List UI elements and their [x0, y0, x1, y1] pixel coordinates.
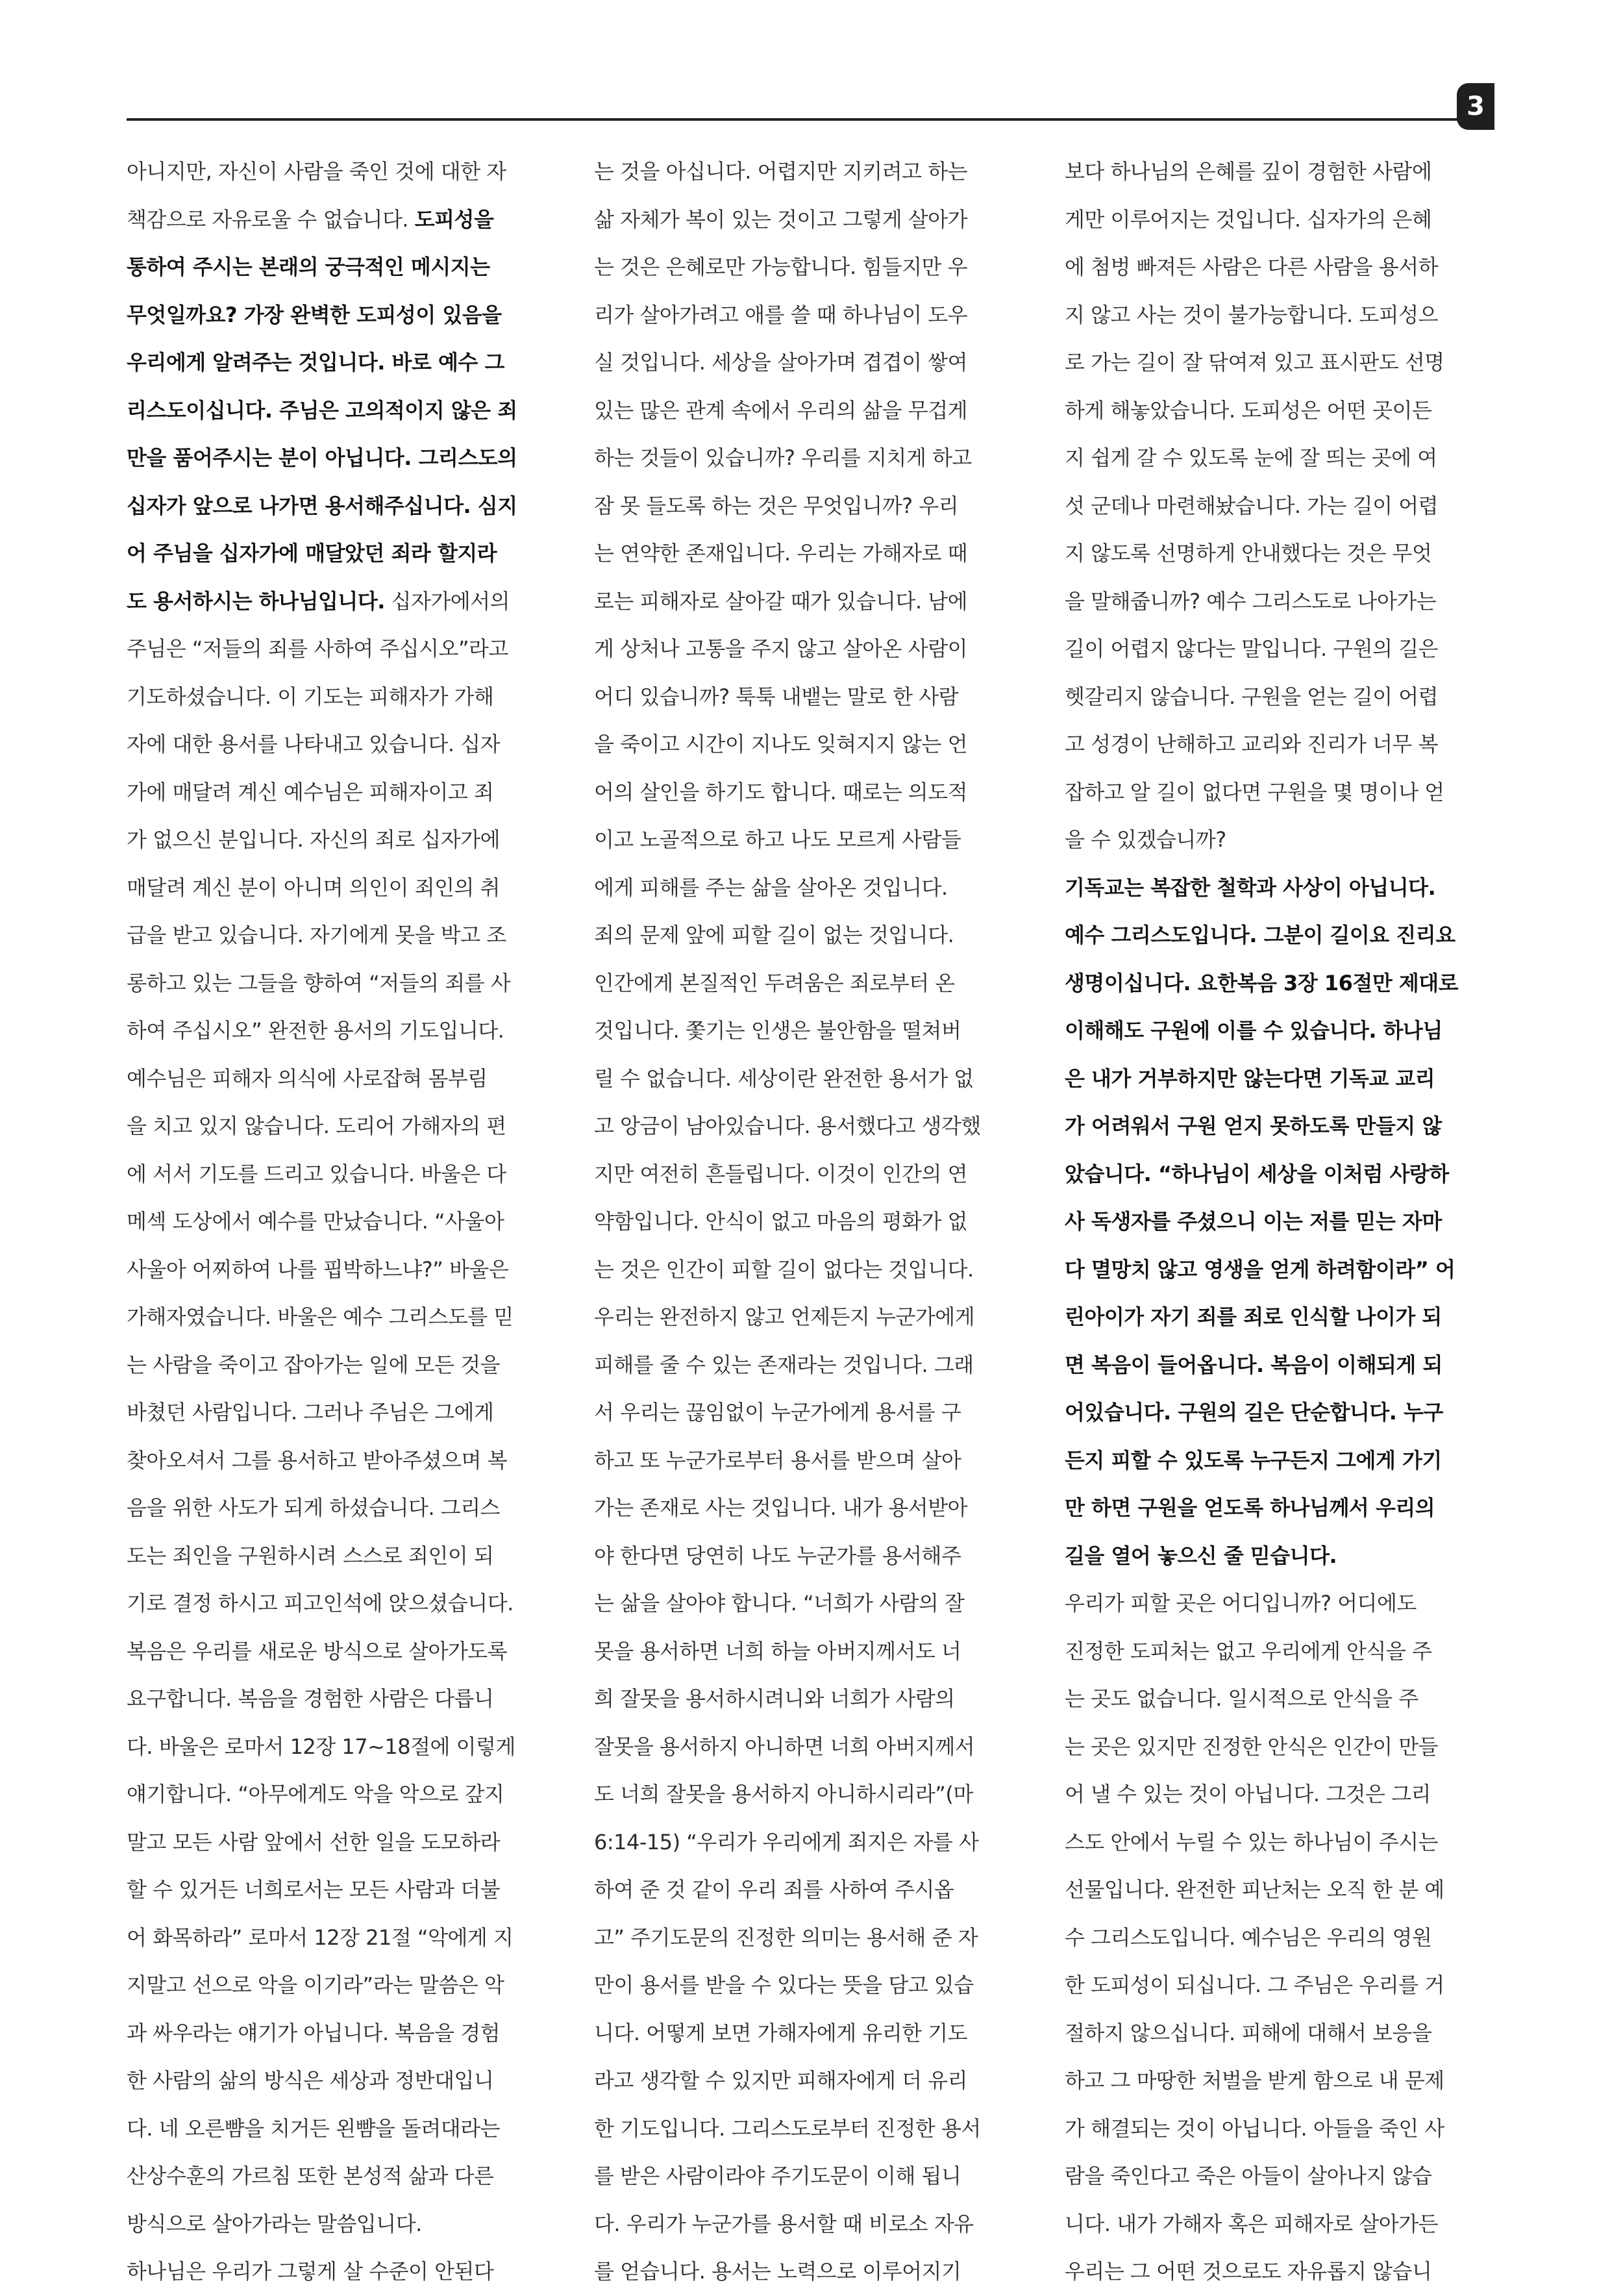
text-line: [127, 1151, 562, 1199]
text-line-content: 바쳤던 사람입니다. 그러나 주님은 그에게: [127, 1400, 494, 1425]
text-line: [594, 1771, 1029, 1819]
text-line: [1065, 1914, 1500, 1962]
text-line-content: 십자가 앞으로 나가면 용서해주십니다. 심지: [127, 493, 517, 518]
text-line-content: 우리에게 알려주는 것입니다. 바로 예수 그: [127, 350, 504, 375]
text-line: [1065, 2105, 1500, 2153]
text-line: [594, 1007, 1029, 1055]
text-line: [1065, 1723, 1500, 1771]
text-line-bold-tail: 도피성을: [414, 206, 494, 232]
text-line: [594, 292, 1029, 340]
text-line: [127, 1771, 562, 1819]
text-line-content: 우리가 피할 곳은 어디입니까? 어디에도: [1065, 1591, 1417, 1616]
text-line-content: 하게 해놓았습니다. 도피성은 어떤 곳이든: [1065, 397, 1432, 423]
text-line-content: 약함입니다. 안식이 없고 마음의 평화가 없: [594, 1209, 968, 1234]
text-line: [594, 196, 1029, 244]
text-line-content: 찾아오셔서 그를 용서하고 받아주셨으며 복: [127, 1447, 508, 1473]
text-line-content: 선물입니다. 완전한 피난처는 오직 한 분 예: [1065, 1877, 1444, 1902]
text-line: [127, 1103, 562, 1151]
text-line: [127, 625, 562, 673]
text-line: [594, 530, 1029, 578]
text-line: [127, 530, 562, 578]
text-line: [1065, 1771, 1500, 1819]
text-line-content: 과 싸우라는 얘기가 아닙니다. 복음을 경험: [127, 2020, 501, 2045]
text-line: [127, 1484, 562, 1532]
text-line: [594, 912, 1029, 960]
text-line: [1065, 1103, 1500, 1151]
text-line: [127, 387, 562, 435]
text-line-content: 한 사람의 삶의 방식은 세상과 정반대입니: [127, 2068, 494, 2093]
text-line: [1065, 2152, 1500, 2201]
text-line: [594, 1246, 1029, 1294]
text-line: [594, 434, 1029, 482]
text-line: [127, 1532, 562, 1580]
text-line-content: 람을 죽인다고 죽은 아들이 살아나지 않습: [1065, 2164, 1432, 2188]
text-line: [594, 721, 1029, 769]
text-line-content: 로 가는 길이 잘 닦여져 있고 표시판도 선명: [1065, 350, 1444, 375]
text-line: [594, 2105, 1029, 2153]
text-line-content: 생명이십니다. 요한복음 3장 16절만 제대로: [1065, 970, 1459, 995]
text-line: [594, 1198, 1029, 1246]
text-line-content: 니다. 어떻게 보면 가해자에게 유리한 기도: [594, 2020, 968, 2045]
text-line-content: 잠 못 들도록 하는 것은 무엇입니까? 우리: [594, 493, 959, 518]
text-line-content: 있는 많은 관계 속에서 우리의 삶을 무겁게: [594, 397, 968, 423]
text-line-content: 이고 노골적으로 하고 나도 모르게 사람들: [594, 827, 961, 852]
text-line: [127, 434, 562, 482]
text-line-content: 린아이가 자기 죄를 죄로 인식할 나이가 되: [1065, 1304, 1442, 1329]
text-line: [127, 1007, 562, 1055]
text-line-content: 한 기도입니다. 그리스도로부터 진정한 용서: [594, 2115, 981, 2141]
text-line: [1065, 816, 1500, 864]
text-line-content: 니다. 내가 가해자 혹은 피해자로 살아가든: [1065, 2211, 1439, 2236]
text-line-content: 방식으로 살아가라는 말씀입니다.: [127, 2211, 422, 2236]
text-line-content: 절하지 않으십니다. 피해에 대해서 보응을: [1065, 2020, 1432, 2045]
text-line: [1065, 1484, 1500, 1532]
text-line-content: 고 앙금이 남아있습니다. 용서했다고 생각했: [594, 1114, 981, 1138]
text-line: [1065, 1532, 1500, 1580]
text-line: [1065, 721, 1500, 769]
text-line: [594, 2057, 1029, 2105]
text-line-content: 을 죽이고 시간이 지나도 잊혀지지 않는 언: [594, 732, 968, 756]
text-line: [594, 1341, 1029, 1390]
text-line: [1065, 2201, 1500, 2249]
text-line-content: 았습니다. “하나님이 세상을 이처럼 사랑하: [1065, 1161, 1449, 1186]
text-line-content: 는 곳도 없습니다. 일시적으로 안식을 주: [1065, 1686, 1418, 1711]
text-line-content: 리스도이십니다. 주님은 고의적이지 않은 죄: [127, 397, 517, 423]
text-line-content: 로는 피해자로 살아갈 때가 있습니다. 남에: [594, 588, 968, 614]
text-line: [127, 1723, 562, 1771]
text-line-content: 자에 대한 용서를 나타내고 있습니다. 십자: [127, 732, 501, 756]
text-line-content: 지말고 선으로 악을 이기라”라는 말씀은 악: [127, 1973, 504, 1997]
text-line-content: 기로 결정 하시고 피고인석에 앉으셨습니다.: [127, 1591, 514, 1616]
text-line: [594, 1055, 1029, 1103]
text-line-content: 책감으로 자유로울 수 없습니다.: [127, 206, 415, 232]
text-line: [1065, 196, 1500, 244]
text-line: [594, 1723, 1029, 1771]
text-line: [1065, 1675, 1500, 1723]
text-line: [1065, 387, 1500, 435]
text-line: [594, 1628, 1029, 1676]
text-line: [594, 2152, 1029, 2201]
text-line-content: 길이 어렵지 않다는 말입니다. 구원의 길은: [1065, 636, 1439, 661]
text-line: [594, 1437, 1029, 1485]
text-line: [127, 673, 562, 721]
text-line: [1065, 2248, 1500, 2296]
text-line-content: 지 않고 사는 것이 불가능합니다. 도피성으: [1065, 302, 1439, 327]
text-line: [1065, 1198, 1500, 1246]
text-line: [1065, 864, 1500, 912]
text-line: [1065, 1246, 1500, 1294]
text-line: [594, 482, 1029, 530]
text-line-content: 하는 것들이 있습니까? 우리를 지치게 하고: [594, 445, 972, 470]
text-line: [594, 673, 1029, 721]
text-line-content: 다. 네 오른뺨을 치거든 왼뺨을 돌려대라는: [127, 2115, 501, 2141]
text-line-content: 삶 자체가 복이 있는 것이고 그렇게 살아가: [594, 206, 968, 232]
text-line-content: 면 복음이 들어옵니다. 복음이 이해되게 되: [1065, 1352, 1443, 1377]
text-line: [127, 2057, 562, 2105]
text-line-content: 스도 안에서 누릴 수 있는 하나님이 주시는: [1065, 1829, 1439, 1854]
text-line-content: 는 연약한 존재입니다. 우리는 가해자로 때: [594, 541, 968, 566]
text-line-content: 도 너희 잘못을 용서하지 아니하시리라”(마: [594, 1782, 973, 1806]
text-line: [127, 1341, 562, 1390]
text-line-content: 라고 생각할 수 있지만 피해자에게 더 유리: [594, 2068, 968, 2093]
text-line: [594, 1293, 1029, 1341]
text-line: [127, 1962, 562, 2010]
text-line-content: 것입니다. 쫓기는 인생은 불안함을 떨쳐버: [594, 1018, 961, 1043]
text-line-content: 다. 우리가 누군가를 용서할 때 비로소 자유: [594, 2211, 974, 2236]
text-line-content: 이해해도 구원에 이를 수 있습니다. 하나님: [1065, 1018, 1443, 1043]
text-line-content: 서 우리는 끊임없이 누군가에게 용서를 구: [594, 1400, 961, 1425]
text-line: [1065, 1819, 1500, 1867]
page-number: 3: [1457, 83, 1494, 130]
text-column-1: [127, 148, 562, 2296]
text-line-content: 든지 피할 수 있도록 누구든지 그에게 가기: [1065, 1447, 1442, 1473]
text-line-content: 는 것은 은혜로만 가능합니다. 힘들지만 우: [594, 255, 968, 279]
text-line-content: 말고 모든 사람 앞에서 선한 일을 도모하라: [127, 1829, 501, 1854]
text-line: [594, 960, 1029, 1008]
text-line: [594, 578, 1029, 626]
text-line-content: 은 내가 거부하지만 않는다면 기독교 교리: [1065, 1066, 1435, 1091]
text-line-content: 리가 살아가려고 애를 쓸 때 하나님이 도우: [594, 302, 968, 327]
text-line: [127, 721, 562, 769]
text-line-content: 실 것입니다. 세상을 살아가며 겹겹이 쌓여: [594, 350, 968, 375]
text-line-content: 는 사람을 죽이고 잡아가는 일에 모든 것을: [127, 1352, 501, 1377]
text-line-content: 하고 그 마땅한 처벌을 받게 함으로 내 문제: [1065, 2068, 1444, 2093]
text-line-content: 를 받은 사람이라야 주기도문이 이해 됩니: [594, 2164, 961, 2188]
text-line: [1065, 434, 1500, 482]
text-line-content: 는 것은 인간이 피할 길이 없다는 것입니다.: [594, 1256, 974, 1282]
text-line-content: 예수 그리스도입니다. 그분이 길이요 진리요: [1065, 923, 1455, 947]
text-line: [127, 243, 562, 292]
header-rule: [127, 118, 1459, 121]
text-line: [1065, 292, 1500, 340]
text-line: [127, 1819, 562, 1867]
text-line: [594, 1962, 1029, 2010]
text-line-content: 만이 용서를 받을 수 있다는 뜻을 담고 있습: [594, 1973, 974, 1997]
text-line-content: 얘기합니다. “아무에게도 악을 악으로 갚지: [127, 1782, 504, 1806]
text-line-content: 가 없으신 분입니다. 자신의 죄로 십자가에: [127, 827, 501, 852]
text-line: [127, 1246, 562, 1294]
text-line: [1065, 769, 1500, 817]
text-line-content: 하고 또 누군가로부터 용서를 받으며 살아: [594, 1447, 961, 1473]
text-line: [594, 1580, 1029, 1628]
text-line-content: 만을 품어주시는 분이 아닙니다. 그리스도의: [127, 445, 517, 470]
text-line-content: 길을 열어 놓으신 줄 믿습니다.: [1065, 1543, 1337, 1568]
text-line: [1065, 625, 1500, 673]
text-line-content: 요구합니다. 복음을 경험한 사람은 다릅니: [127, 1686, 494, 1711]
text-line: [1065, 339, 1500, 387]
text-line-content: 못을 용서하면 너희 하늘 아버지께서도 너: [594, 1638, 961, 1664]
text-line-content: 게만 이루어지는 것입니다. 십자가의 은혜: [1065, 206, 1432, 232]
text-line: [127, 912, 562, 960]
text-line-content: 지 않도록 선명하게 안내했다는 것은 무엇: [1065, 541, 1432, 566]
text-line-content: 가에 매달려 계신 예수님은 피해자이고 죄: [127, 779, 494, 805]
text-line-content: 기도하셨습니다. 이 기도는 피해자가 가해: [127, 684, 494, 709]
text-line-content: 죄의 문제 앞에 피할 길이 없는 것입니다.: [594, 923, 954, 947]
text-line-content: 지 쉽게 갈 수 있도록 눈에 잘 띄는 곳에 여: [1065, 445, 1437, 470]
text-line: [127, 1198, 562, 1246]
text-line-content: 도 용서하시는 하나님입니다.: [127, 588, 385, 614]
text-line: [594, 1819, 1029, 1867]
text-line: [127, 1055, 562, 1103]
text-line-content: 헷갈리지 않습니다. 구원을 얻는 길이 어렵: [1065, 684, 1439, 709]
text-line: [127, 1293, 562, 1341]
text-line-content: 야 한다면 당연히 나도 누군가를 용서해주: [594, 1543, 961, 1568]
text-line-content: 하여 준 것 같이 우리 죄를 사하여 주시옵: [594, 1877, 954, 1902]
text-line: [127, 1628, 562, 1676]
text-line-content: 릴 수 없습니다. 세상이란 완전한 용서가 없: [594, 1066, 974, 1091]
text-line: [594, 243, 1029, 292]
text-line: [594, 1151, 1029, 1199]
text-line-content: 고” 주기도문의 진정한 의미는 용서해 준 자: [594, 1925, 978, 1950]
text-line-content: 에게 피해를 주는 삶을 살아온 것입니다.: [594, 875, 948, 900]
text-line: [1065, 1293, 1500, 1341]
text-line-content: 을 수 있겠습니까?: [1065, 827, 1226, 852]
text-line-content: 무엇일까요? 가장 완벽한 도피성이 있음을: [127, 302, 502, 327]
text-column-2: [594, 148, 1029, 2296]
text-line-content: 하여 주십시오” 완전한 용서의 기도입니다.: [127, 1018, 504, 1043]
text-line: [127, 1866, 562, 1914]
text-line: [127, 960, 562, 1008]
text-line: [1065, 1151, 1500, 1199]
text-line: [127, 578, 562, 626]
text-line-content: 진정한 도피처는 없고 우리에게 안식을 주: [1065, 1638, 1432, 1664]
text-line-content: 사울아 어찌하여 나를 핍박하느냐?” 바울은: [127, 1256, 509, 1282]
text-line: [127, 864, 562, 912]
text-line: [594, 1532, 1029, 1580]
text-line-content: 어 낼 수 있는 것이 아닙니다. 그것은 그리: [1065, 1782, 1431, 1806]
text-line: [1065, 578, 1500, 626]
text-line-content: 가해자였습니다. 바울은 예수 그리스도를 믿: [127, 1304, 514, 1329]
text-line: [127, 196, 562, 244]
text-line-content: 을 말해줍니까? 예수 그리스도로 나아가는: [1065, 588, 1437, 614]
text-line: [127, 2152, 562, 2201]
text-line: [127, 482, 562, 530]
text-line: [127, 1580, 562, 1628]
text-line: [1065, 1007, 1500, 1055]
text-line-content: 한 도피성이 되십니다. 그 주님은 우리를 거: [1065, 1973, 1444, 1997]
text-line-content: 고 성경이 난해하고 교리와 진리가 너무 복: [1065, 732, 1439, 756]
text-line-content: 는 곳은 있지만 진정한 안식은 인간이 만들: [1065, 1734, 1439, 1759]
text-line-content: 피해를 줄 수 있는 존재라는 것입니다. 그래: [594, 1352, 974, 1377]
text-line: [127, 148, 562, 196]
text-line: [594, 1484, 1029, 1532]
text-line-content: 기독교는 복잡한 철학과 사상이 아닙니다.: [1065, 875, 1436, 900]
text-line: [1065, 530, 1500, 578]
text-line-content: 하나님은 우리가 그렇게 살 수준이 안된다: [127, 2259, 494, 2284]
text-line-content: 을 치고 있지 않습니다. 도리어 가해자의 편: [127, 1114, 506, 1138]
text-line: [594, 2010, 1029, 2058]
text-line-content: 가 어려워서 구원 얻지 못하도록 만들지 않: [1065, 1114, 1442, 1138]
text-line: [127, 1675, 562, 1723]
text-line: [127, 339, 562, 387]
text-line: [594, 1389, 1029, 1437]
text-line: [127, 292, 562, 340]
text-line-content: 어의 살인을 하기도 합니다. 때로는 의도적: [594, 779, 968, 805]
text-line-content: 만 하면 구원을 얻도록 하나님께서 우리의: [1065, 1495, 1435, 1520]
text-line-content: 롱하고 있는 그들을 향하여 “저들의 죄를 사: [127, 970, 511, 995]
text-line-content: 어 주님을 십자가에 매달았던 죄라 할지라: [127, 541, 497, 566]
text-line-content: 잡하고 알 길이 없다면 구원을 몇 명이나 얻: [1065, 779, 1444, 805]
text-line: [594, 816, 1029, 864]
text-line: [1065, 1962, 1500, 2010]
text-line-content: 예수님은 피해자 의식에 사로잡혀 몸부림: [127, 1066, 488, 1091]
text-line-content: 게 상처나 고통을 주지 않고 살아온 사람이: [594, 636, 968, 661]
text-line: [127, 2248, 562, 2296]
text-line: [1065, 1055, 1500, 1103]
text-line-content: 메섹 도상에서 예수를 만났습니다. “사울아: [127, 1209, 504, 1234]
text-line: [127, 816, 562, 864]
text-line: [594, 148, 1029, 196]
text-line-content: 어있습니다. 구원의 길은 단순합니다. 누구: [1065, 1400, 1443, 1425]
text-line-content: 보다 하나님의 은혜를 깊이 경험한 사람에: [1065, 159, 1432, 184]
text-line: [1065, 912, 1500, 960]
text-line-content: 복음은 우리를 새로운 방식으로 살아가도록: [127, 1638, 508, 1664]
text-line-content: 수 그리스도입니다. 예수님은 우리의 영원: [1065, 1925, 1432, 1950]
text-line: [1065, 1580, 1500, 1628]
text-line: [594, 625, 1029, 673]
text-line: [594, 339, 1029, 387]
text-line-content: 통하여 주시는 본래의 궁극적인 메시지는: [127, 255, 490, 279]
text-line-content: 사 독생자를 주셨으니 이는 저를 믿는 자마: [1065, 1209, 1442, 1234]
text-line-plain-tail: 십자가에서의: [384, 588, 510, 614]
text-line: [127, 769, 562, 817]
text-line: [1065, 148, 1500, 196]
text-line-content: 주님은 “저들의 죄를 사하여 주십시오”라고: [127, 636, 508, 661]
text-line: [127, 1437, 562, 1485]
text-line-content: 어 화목하라” 로마서 12장 21절 “악에게 지: [127, 1925, 514, 1950]
text-line: [594, 2201, 1029, 2249]
text-line: [594, 1866, 1029, 1914]
text-line-content: 에 첨벙 빠져든 사람은 다른 사람을 용서하: [1065, 255, 1439, 279]
text-column-3: [1065, 148, 1500, 2296]
text-line: [1065, 2010, 1500, 2058]
text-line-content: 산상수훈의 가르침 또한 본성적 삶과 다른: [127, 2164, 494, 2188]
text-line-content: 우리는 그 어떤 것으로도 자유롭지 않습니: [1065, 2259, 1432, 2284]
text-line-content: 할 수 있거든 너희로서는 모든 사람과 더불: [127, 1877, 501, 1902]
text-line-content: 희 잘못을 용서하시려니와 너희가 사람의: [594, 1686, 955, 1711]
text-line: [127, 2010, 562, 2058]
text-line: [127, 1914, 562, 1962]
text-line: [127, 2105, 562, 2153]
text-line: [1065, 243, 1500, 292]
text-line: [594, 1675, 1029, 1723]
text-line-content: 가 해결되는 것이 아닙니다. 아들을 죽인 사: [1065, 2115, 1444, 2141]
text-line: [594, 1914, 1029, 1962]
text-line-content: 매달려 계신 분이 아니며 의인이 죄인의 취: [127, 875, 501, 900]
text-line-content: 도는 죄인을 구원하시려 스스로 죄인이 되: [127, 1543, 494, 1568]
text-line: [594, 1103, 1029, 1151]
text-line-content: 다. 바울은 로마서 12장 17~18절에 이렇게: [127, 1734, 515, 1759]
text-line-content: 는 것을 아십니다. 어렵지만 지키려고 하는: [594, 159, 968, 184]
text-line: [1065, 1628, 1500, 1676]
text-line: [594, 864, 1029, 912]
text-line-content: 어디 있습니까? 툭툭 내뱉는 말로 한 사람: [594, 684, 959, 709]
text-line: [594, 387, 1029, 435]
text-line-content: 를 얻습니다. 용서는 노력으로 이루어지기: [594, 2259, 961, 2284]
text-line-content: 잘못을 용서하지 아니하면 너희 아버지께서: [594, 1734, 975, 1759]
text-line: [1065, 2057, 1500, 2105]
text-line: [127, 1389, 562, 1437]
text-line: [1065, 960, 1500, 1008]
text-line: [1065, 1341, 1500, 1390]
text-line: [594, 2248, 1029, 2296]
text-line-content: 우리는 완전하지 않고 언제든지 누군가에게: [594, 1304, 975, 1329]
text-line: [127, 2201, 562, 2249]
text-line: [594, 769, 1029, 817]
text-line-content: 다 멸망치 않고 영생을 얻게 하려함이라” 어: [1065, 1256, 1455, 1282]
text-line-content: 음을 위한 사도가 되게 하셨습니다. 그리스: [127, 1495, 501, 1520]
text-line-content: 6:14-15) “우리가 우리에게 죄지은 자를 사: [594, 1829, 979, 1854]
text-line-content: 인간에게 본질적인 두려움은 죄로부터 온: [594, 970, 955, 995]
text-line-content: 에 서서 기도를 드리고 있습니다. 바울은 다: [127, 1161, 506, 1186]
text-line: [1065, 1866, 1500, 1914]
text-line: [1065, 482, 1500, 530]
text-line: [1065, 673, 1500, 721]
text-line-content: 는 삶을 살아야 합니다. “너희가 사람의 잘: [594, 1591, 965, 1616]
text-line-content: 가는 존재로 사는 것입니다. 내가 용서받아: [594, 1495, 968, 1520]
text-line: [1065, 1437, 1500, 1485]
text-line-content: 섯 군데나 마련해놨습니다. 가는 길이 어렵: [1065, 493, 1439, 518]
text-line-content: 아니지만, 자신이 사람을 죽인 것에 대한 자: [127, 159, 506, 184]
text-line-content: 급을 받고 있습니다. 자기에게 못을 박고 조: [127, 923, 506, 947]
text-line: [1065, 1389, 1500, 1437]
text-line-content: 지만 여전히 흔들립니다. 이것이 인간의 연: [594, 1161, 968, 1186]
